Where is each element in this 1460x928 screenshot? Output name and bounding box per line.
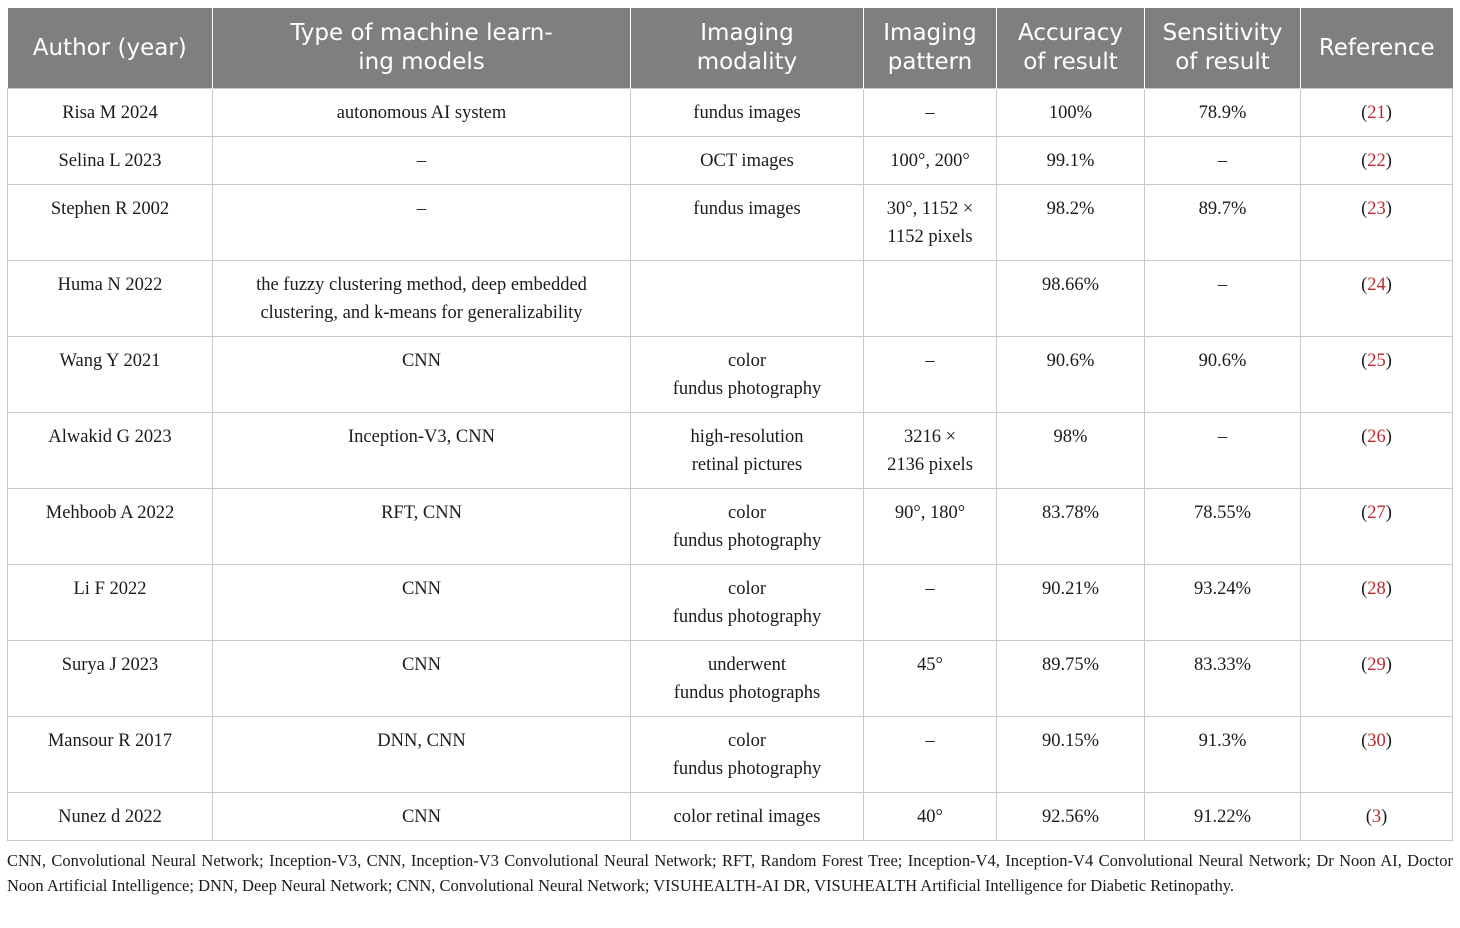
header-text-line: Author (year)	[32, 34, 187, 61]
cell-reference: (26)	[1301, 413, 1453, 489]
cell-imaging-pattern	[864, 185, 997, 261]
cell-model-type	[213, 137, 631, 185]
header-text-line: Reference	[1318, 34, 1435, 61]
cell-author: Nunez d 2022	[8, 793, 213, 841]
cell-imaging-pattern	[864, 489, 997, 565]
cell-accuracy: 98.66%	[997, 261, 1145, 337]
header-text-line: modality	[696, 49, 798, 75]
cell-imaging-modality	[631, 717, 864, 793]
cell-author: Risa M 2024	[8, 89, 213, 137]
cell-text-line: –	[416, 199, 427, 219]
cell-sensitivity: 93.24%	[1145, 565, 1301, 641]
cell-text-line: CNN	[401, 655, 442, 675]
table-row	[8, 185, 1453, 261]
cell-text-line: the fuzzy clustering method, deep embedded	[256, 275, 587, 295]
cell-text-line: clustering, and k-means for generalizability	[260, 303, 583, 323]
cell-text-line: fundus photography	[672, 759, 822, 779]
cell-imaging-modality	[631, 185, 864, 261]
cell-imaging-modality	[631, 413, 864, 489]
cell-accuracy: 92.56%	[997, 793, 1145, 841]
table-body	[8, 89, 1453, 841]
cell-text-line: –	[416, 151, 427, 171]
cell-imaging-pattern	[864, 261, 997, 337]
cell-author: Li F 2022	[8, 565, 213, 641]
cell-reference: (28)	[1301, 565, 1453, 641]
table-row	[8, 261, 1453, 337]
cell-reference: (21)	[1301, 89, 1453, 137]
cell-sensitivity: –	[1145, 261, 1301, 337]
reference-link[interactable]: 25	[1367, 351, 1386, 371]
cell-text-line: color	[727, 503, 766, 523]
cell-author: Wang Y 2021	[8, 337, 213, 413]
cell-text-line: retinal pictures	[691, 455, 803, 475]
cell-accuracy: 99.1%	[997, 137, 1145, 185]
cell-text-line: color	[727, 731, 766, 751]
cell-text-line: high-resolution	[690, 427, 804, 447]
cell-accuracy: 90.6%	[997, 337, 1145, 413]
cell-text-line: color retinal images	[673, 807, 821, 827]
cell-model-type	[213, 565, 631, 641]
cell-reference: (23)	[1301, 185, 1453, 261]
cell-text-line: 2136 pixels	[887, 455, 973, 475]
reference-link[interactable]: 27	[1367, 503, 1386, 523]
cell-imaging-modality	[631, 565, 864, 641]
cell-reference: (30)	[1301, 717, 1453, 793]
cell-sensitivity: –	[1145, 413, 1301, 489]
cell-imaging-modality	[631, 641, 864, 717]
header-imaging-pattern	[864, 8, 997, 89]
cell-reference: (22)	[1301, 137, 1453, 185]
results-table	[7, 8, 1453, 841]
cell-reference: (24)	[1301, 261, 1453, 337]
table-row	[8, 717, 1453, 793]
cell-author: Mansour R 2017	[8, 717, 213, 793]
cell-reference: (27)	[1301, 489, 1453, 565]
cell-reference: (3)	[1301, 793, 1453, 841]
cell-text-line: 1152 pixels	[887, 227, 973, 247]
cell-text-line: 40°	[917, 807, 943, 827]
cell-text-line: fundus photographs	[673, 683, 821, 703]
cell-author: Alwakid G 2023	[8, 413, 213, 489]
cell-imaging-modality	[631, 337, 864, 413]
cell-model-type	[213, 89, 631, 137]
cell-text-line: autonomous AI system	[336, 103, 507, 123]
cell-text-line: fundus photography	[672, 607, 822, 627]
cell-text-line: 90°, 180°	[894, 503, 966, 523]
table-row	[8, 565, 1453, 641]
header-text-line: Type of machine learn-	[290, 20, 553, 46]
cell-imaging-modality	[631, 793, 864, 841]
cell-text-line: –	[925, 731, 935, 751]
cell-text-line: fundus images	[693, 199, 801, 219]
table-row	[8, 793, 1453, 841]
cell-text-line: Inception-V3, CNN	[348, 427, 495, 447]
cell-text-line: color	[727, 351, 766, 371]
reference-link[interactable]: 3	[1371, 807, 1382, 827]
cell-author: Selina L 2023	[8, 137, 213, 185]
header-text-line: ing models	[358, 49, 485, 75]
cell-sensitivity: 90.6%	[1145, 337, 1301, 413]
cell-imaging-pattern	[864, 565, 997, 641]
table-row	[8, 641, 1453, 717]
cell-reference: (29)	[1301, 641, 1453, 717]
table-row	[8, 137, 1453, 185]
cell-text-line: CNN	[401, 579, 442, 599]
header-text-line: of result	[1175, 49, 1270, 75]
table-container	[7, 8, 1452, 841]
table-footnote: CNN, Convolutional Neural Network; Inception-V3, CNN, Inception-V3 Convolutional Neural Network; RFT, Random Forest Tree; Inception-V4, Inception-V4 Convolutional Neural Network; Dr Noon AI, Doctor Noon Artificial Intelligence; DNN, Deep Neural Network; CNN, Convolutional Neural Network; VISUHEALTH-AI DR, VISUHEALTH Artificial Intelligence for Diabetic Retinopathy.	[7, 851, 1453, 895]
header-text-line: Sensitivity	[1162, 20, 1283, 46]
cell-text-line: fundus photography	[672, 379, 822, 399]
cell-sensitivity: 83.33%	[1145, 641, 1301, 717]
cell-accuracy: 83.78%	[997, 489, 1145, 565]
cell-author: Huma N 2022	[8, 261, 213, 337]
table-row	[8, 489, 1453, 565]
table-row	[8, 89, 1453, 137]
cell-model-type	[213, 413, 631, 489]
table-row	[8, 337, 1453, 413]
header-reference	[1301, 8, 1453, 89]
cell-text-line: OCT images	[700, 151, 794, 171]
cell-imaging-modality	[631, 89, 864, 137]
cell-model-type	[213, 489, 631, 565]
cell-text-line: fundus images	[693, 103, 801, 123]
reference-link[interactable]: 24	[1367, 275, 1386, 295]
cell-imaging-pattern	[864, 641, 997, 717]
cell-text-line: underwent	[707, 655, 787, 675]
header-text-line: of result	[1023, 49, 1118, 75]
cell-reference: (25)	[1301, 337, 1453, 413]
cell-sensitivity: 78.9%	[1145, 89, 1301, 137]
cell-imaging-pattern	[864, 337, 997, 413]
cell-sensitivity: –	[1145, 137, 1301, 185]
cell-accuracy: 100%	[997, 89, 1145, 137]
cell-accuracy: 89.75%	[997, 641, 1145, 717]
table-row	[8, 413, 1453, 489]
cell-author: Surya J 2023	[8, 641, 213, 717]
cell-accuracy: 90.15%	[997, 717, 1145, 793]
cell-accuracy: 98.2%	[997, 185, 1145, 261]
cell-imaging-pattern	[864, 89, 997, 137]
cell-text-line: CNN	[401, 807, 442, 827]
reference-link[interactable]: 21	[1367, 103, 1386, 123]
cell-imaging-modality	[631, 137, 864, 185]
cell-text-line: –	[925, 103, 935, 123]
cell-imaging-pattern	[864, 717, 997, 793]
cell-imaging-pattern	[864, 137, 997, 185]
cell-sensitivity: 89.7%	[1145, 185, 1301, 261]
header-text-line: pattern	[887, 49, 973, 75]
cell-text-line: color	[727, 579, 766, 599]
cell-model-type	[213, 717, 631, 793]
cell-sensitivity: 91.22%	[1145, 793, 1301, 841]
cell-text-line: –	[925, 351, 935, 371]
reference-link[interactable]: 29	[1367, 655, 1386, 675]
header-text-line: Imaging	[883, 20, 977, 46]
cell-sensitivity: 91.3%	[1145, 717, 1301, 793]
reference-link[interactable]: 22	[1367, 151, 1386, 171]
cell-author: Mehboob A 2022	[8, 489, 213, 565]
cell-imaging-modality	[631, 261, 864, 337]
reference-link[interactable]: 26	[1367, 427, 1386, 447]
reference-link[interactable]: 30	[1367, 731, 1386, 751]
cell-imaging-pattern	[864, 793, 997, 841]
cell-text-line: CNN	[401, 351, 442, 371]
cell-text-line: DNN, CNN	[377, 731, 466, 751]
reference-link[interactable]: 23	[1367, 199, 1386, 219]
cell-model-type	[213, 641, 631, 717]
cell-text-line: 3216 ×	[903, 427, 957, 447]
cell-model-type	[213, 337, 631, 413]
cell-text-line: 45°	[917, 655, 943, 675]
cell-text-line: –	[925, 579, 935, 599]
table-header-row	[8, 8, 1453, 89]
cell-model-type	[213, 261, 631, 337]
cell-text-line: RFT, CNN	[381, 503, 462, 523]
cell-model-type	[213, 793, 631, 841]
cell-sensitivity: 78.55%	[1145, 489, 1301, 565]
header-imaging-modality	[631, 8, 864, 89]
header-model-type	[213, 8, 631, 89]
header-author-year	[8, 8, 213, 89]
reference-link[interactable]: 28	[1367, 579, 1386, 599]
header-text-line: Accuracy	[1017, 20, 1123, 46]
cell-imaging-pattern	[864, 413, 997, 489]
cell-accuracy: 98%	[997, 413, 1145, 489]
cell-imaging-modality	[631, 489, 864, 565]
header-sensitivity	[1145, 8, 1301, 89]
cell-model-type	[213, 185, 631, 261]
cell-author: Stephen R 2002	[8, 185, 213, 261]
cell-text-line: 30°, 1152 ×	[886, 199, 974, 219]
cell-text-line: fundus photography	[672, 531, 822, 551]
header-accuracy	[997, 8, 1145, 89]
cell-accuracy: 90.21%	[997, 565, 1145, 641]
header-text-line: Imaging	[700, 20, 794, 46]
cell-text-line: 100°, 200°	[890, 151, 970, 171]
